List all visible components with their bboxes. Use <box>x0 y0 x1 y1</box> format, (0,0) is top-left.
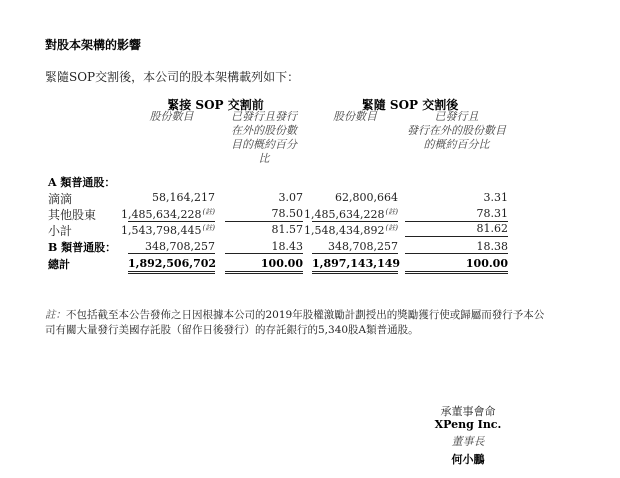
divider <box>405 253 508 254</box>
cell: $1,548,434,892^{(註)}$ <box>304 224 398 237</box>
col-header-shares-before: 股份數目 <box>149 110 194 123</box>
row-label-other: 其他股東 <box>48 208 97 222</box>
cell: 348,708,257 <box>328 240 398 253</box>
divider <box>312 221 398 222</box>
double-divider <box>225 271 303 274</box>
cell: 58,164,217 <box>152 191 215 204</box>
row-label-subtotal: 小計 <box>48 224 73 238</box>
row-label-class-b: B 類普通股： <box>48 241 117 254</box>
note-mark: (註) <box>385 224 398 232</box>
signature-title: 董事長 <box>451 435 485 448</box>
cell: $1,485,634,228^{(註)}$ <box>121 208 215 221</box>
cell: 3.07 <box>278 191 303 204</box>
divider <box>128 253 215 254</box>
divider <box>128 221 215 222</box>
note-mark: (註) <box>385 208 398 216</box>
cell: $1,543,798,445^{(註)}$ <box>121 224 215 237</box>
note-line-2: 司有關大量發行美國存託股（留作日後發行）的存託銀行的5,340股A類普通股。 <box>45 324 419 336</box>
note-mark: (註) <box>202 224 215 232</box>
row-label-total: 總計 <box>48 258 70 271</box>
cell: 81.57 <box>271 223 303 236</box>
cell: 1,892,506,702 <box>128 257 217 270</box>
cell: 348,708,257 <box>145 240 215 253</box>
cell: 78.31 <box>476 207 508 220</box>
group-header-after: 緊隨 SOP 交割後 <box>361 98 459 112</box>
section-title: 對股本架構的影響 <box>45 38 142 52</box>
divider <box>405 236 508 237</box>
signature-name: 何小鵬 <box>451 453 485 466</box>
cell: 78.50 <box>271 207 303 220</box>
cell: 3.31 <box>483 191 508 204</box>
divider <box>225 253 303 254</box>
note-mark: (註) <box>202 208 215 216</box>
cell: $1,485,634,228^{(註)}$ <box>304 208 398 221</box>
cell: 18.38 <box>476 240 508 253</box>
double-divider <box>405 271 508 274</box>
divider <box>312 253 398 254</box>
double-divider <box>312 271 398 274</box>
group-header-before: 緊接 SOP 交割前 <box>167 98 264 112</box>
col-header-pct-after: 已發行且 發行在外的股份數目 的概約百分比 <box>407 110 506 151</box>
cell: 100.00 <box>465 257 508 270</box>
cell: 100.00 <box>260 257 303 270</box>
row-label-class-a: A 類普通股： <box>48 176 116 189</box>
row-label-didi: 滴滴 <box>48 192 73 206</box>
cell: 62,800,664 <box>335 191 398 204</box>
col-header-pct-before: 已發行且發行 在外的股份數 目的概約百分 比 <box>231 110 297 165</box>
cell: 1,897,143,149 <box>312 257 401 270</box>
cell: 18.43 <box>271 240 303 253</box>
note-line-1: 註：不包括截至本公告發佈之日因根據本公司的2019年股權激勵計劃授出的獎勵獲行使或歸屬而發行予本公 <box>45 309 545 321</box>
intro-text: 緊隨SOP交割後，本公司的股本架構載列如下： <box>45 70 300 84</box>
col-header-shares-after: 股份數目 <box>333 110 377 123</box>
divider <box>225 221 303 222</box>
signature-on-behalf: 承董事會命 <box>440 405 496 418</box>
double-divider <box>128 271 215 274</box>
cell: 81.62 <box>476 222 508 235</box>
signature-company: XPeng Inc. <box>434 418 502 431</box>
